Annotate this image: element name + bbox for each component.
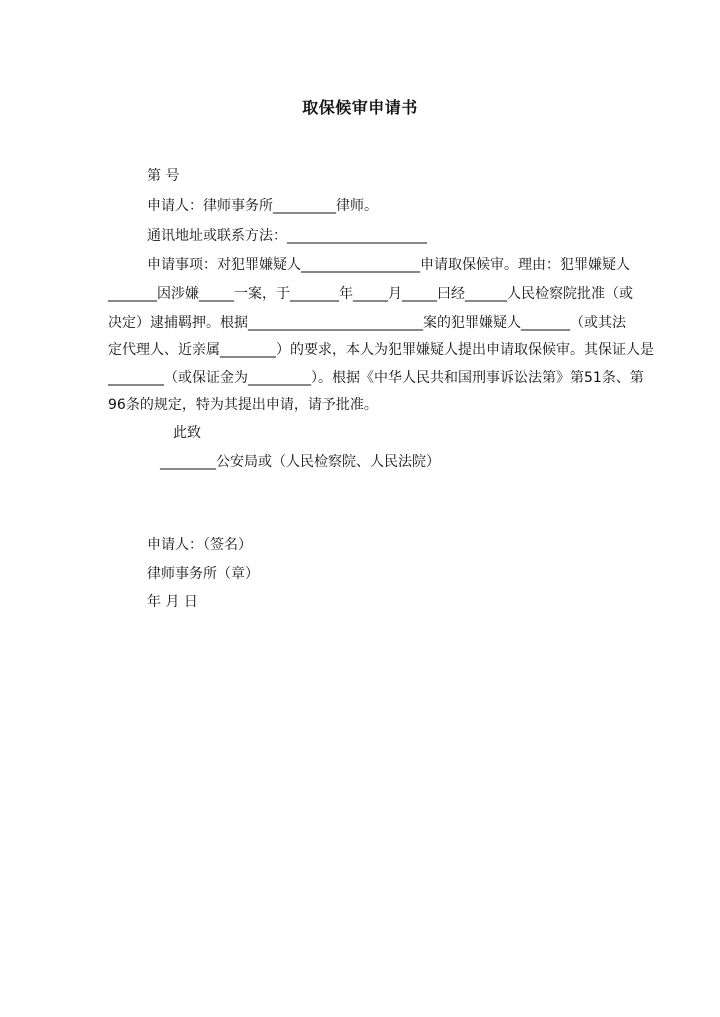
authority-line: ________公安局或（人民检察院、人民法院） bbox=[160, 454, 440, 470]
document-title: 取保候审申请书 bbox=[302, 98, 418, 117]
body-line: ________（或保证金为_________）。根据《中华人民共和国刑事诉讼法第》第51条、第 bbox=[108, 370, 644, 386]
body-line: 决定）逮捕羁押。根据_________________________案的犯罪嫌疑人_______（或其法 bbox=[108, 315, 626, 331]
body-line: 96条的规定，特为其提出申请，请予批准。 bbox=[108, 397, 378, 413]
contact-line: 通讯地址或联系方法：____________________ bbox=[147, 228, 427, 244]
body-line: _______因涉嫌_____一案，于_______年_____月_____曰经______人民检察院批准（或 bbox=[108, 286, 633, 302]
salutation: 此致 bbox=[173, 425, 201, 441]
body-line: 定代理人、近亲属________）的要求，本人为犯罪嫌疑人提出申请取保候审。其保证人是 bbox=[108, 342, 654, 358]
body-line: 申请事项：对犯罪嫌疑人_________________申请取保候审。理由：犯罪嫌疑人 bbox=[147, 257, 630, 273]
applicant-line: 申请人：律师事务所_________律师。 bbox=[147, 198, 378, 214]
signature-applicant: 申请人：（签名） bbox=[147, 537, 252, 553]
number-line: 第 号 bbox=[147, 168, 180, 184]
signature-date: 年 月 日 bbox=[147, 594, 198, 610]
signature-firm: 律师事务所（章） bbox=[147, 566, 259, 582]
